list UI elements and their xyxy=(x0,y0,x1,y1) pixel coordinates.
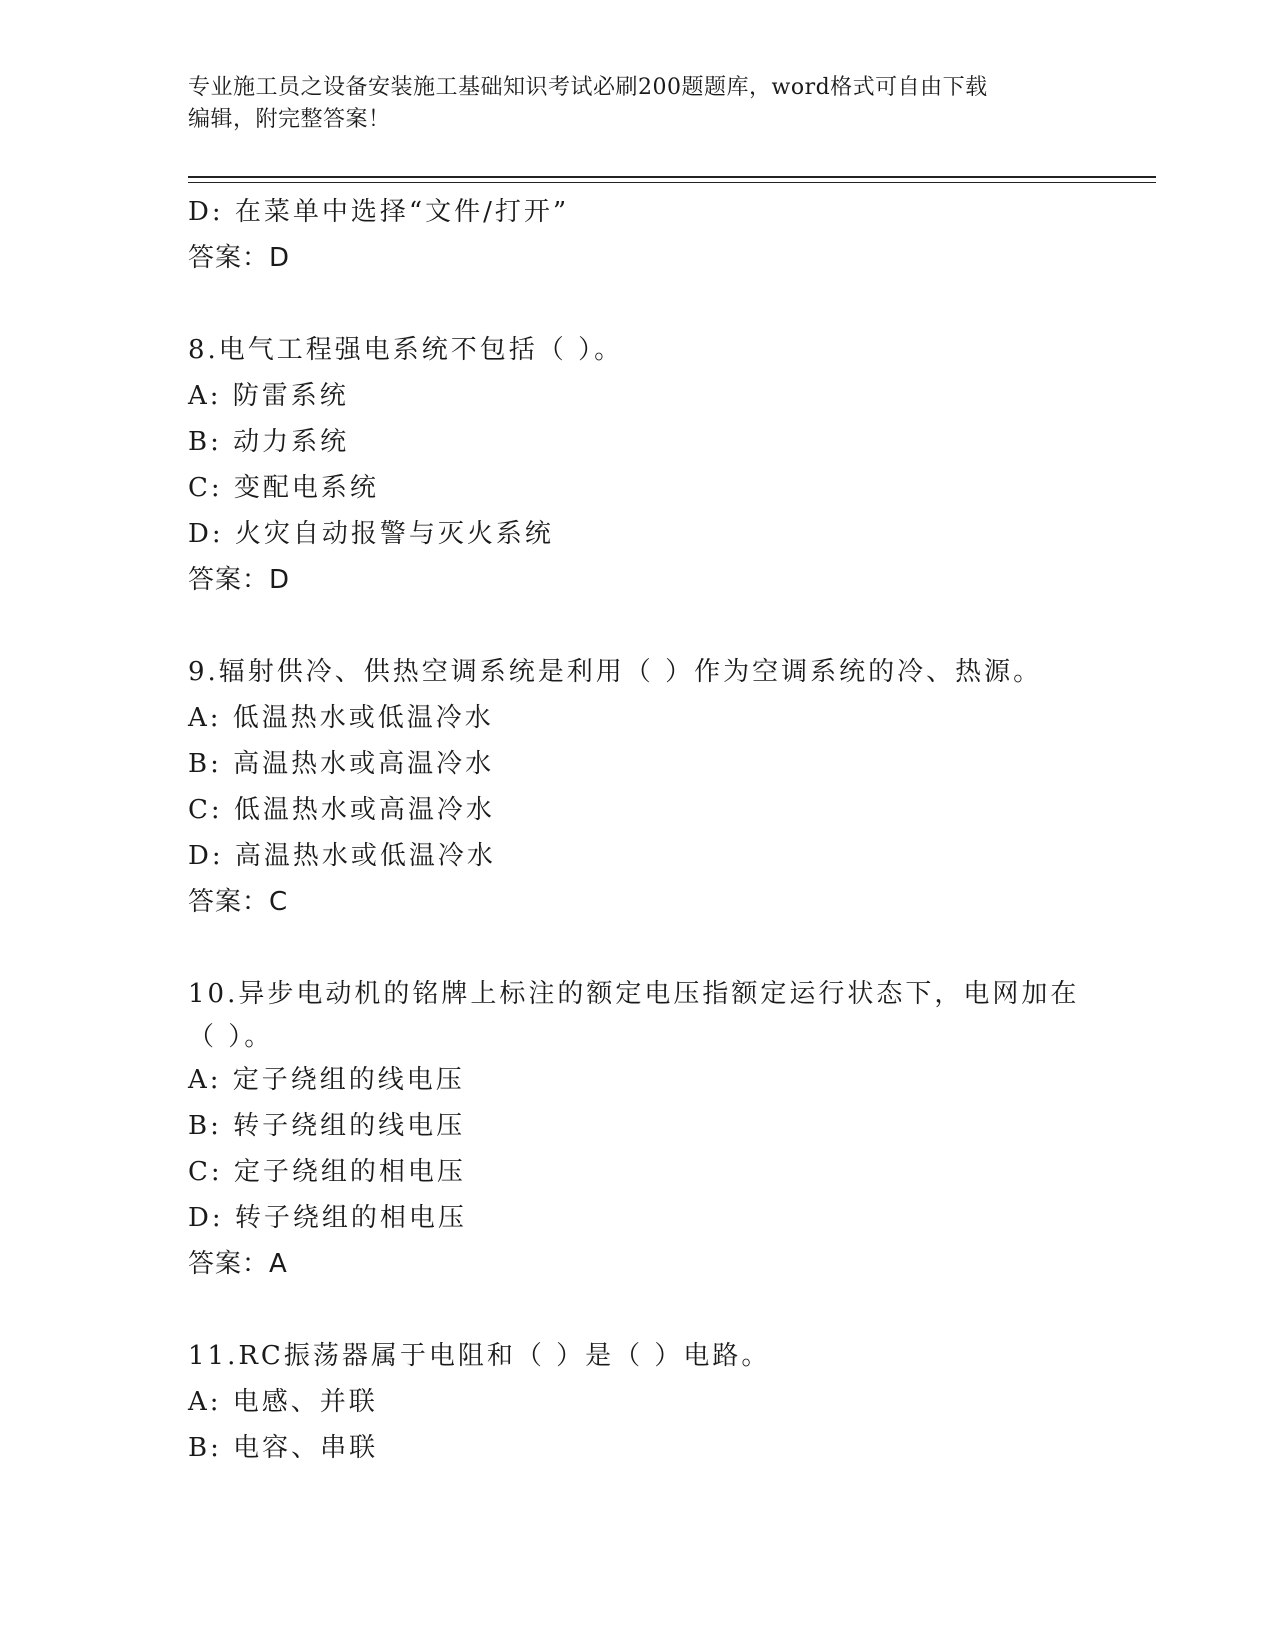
question-stem-9: 9.辐射供冷、供热空调系统是利用（ ）作为空调系统的冷、热源。 xyxy=(188,657,1043,687)
header-divider-thick xyxy=(188,176,1156,178)
question-stem-8: 8.电气工程强电系统不包括（ ）。 xyxy=(188,335,624,365)
option-d: D: 在菜单中选择“文件/打开” xyxy=(188,197,570,227)
option-b: B: 高温热水或高温冷水 xyxy=(188,749,495,779)
document-header xyxy=(188,72,1088,136)
answer: 答案：C xyxy=(188,887,289,917)
option-c: C: 低温热水或高温冷水 xyxy=(188,795,495,825)
option-a: A: 低温热水或低温冷水 xyxy=(188,703,494,733)
option-b: B: 动力系统 xyxy=(188,427,350,457)
option-a: A: 电感、并联 xyxy=(188,1387,378,1417)
answer: 答案：D xyxy=(188,243,291,273)
question-content xyxy=(188,189,1148,1471)
option-b: B: 电容、串联 xyxy=(188,1433,379,1463)
option-a: A: 定子绕组的线电压 xyxy=(188,1065,465,1095)
header-line-1: 专业施工员之设备安装施工基础知识考试必刷200题题库，word格式可自由下载 xyxy=(188,75,988,100)
question-stem-10-continued: （ ）。 xyxy=(188,1022,274,1052)
question-stem-10: 10.异步电动机的铭牌上标注的额定电压指额定运行状态下，电网加在 xyxy=(188,979,1080,1009)
option-d: D: 转子绕组的相电压 xyxy=(188,1203,467,1233)
option-c: C: 变配电系统 xyxy=(188,473,379,503)
option-b: B: 转子绕组的线电压 xyxy=(188,1111,466,1141)
answer: 答案：D xyxy=(188,565,291,595)
option-a: A: 防雷系统 xyxy=(188,381,349,411)
question-stem-11: 11.RC振荡器属于电阻和（ ）是（ ）电路。 xyxy=(188,1341,771,1371)
option-c: C: 定子绕组的相电压 xyxy=(188,1157,466,1187)
header-divider-thin xyxy=(188,182,1156,183)
option-d: D: 高温热水或低温冷水 xyxy=(188,841,496,871)
header-line-2: 编辑，附完整答案！ xyxy=(188,107,391,132)
answer: 答案：A xyxy=(188,1249,288,1279)
option-d: D: 火灾自动报警与灭火系统 xyxy=(188,519,554,549)
